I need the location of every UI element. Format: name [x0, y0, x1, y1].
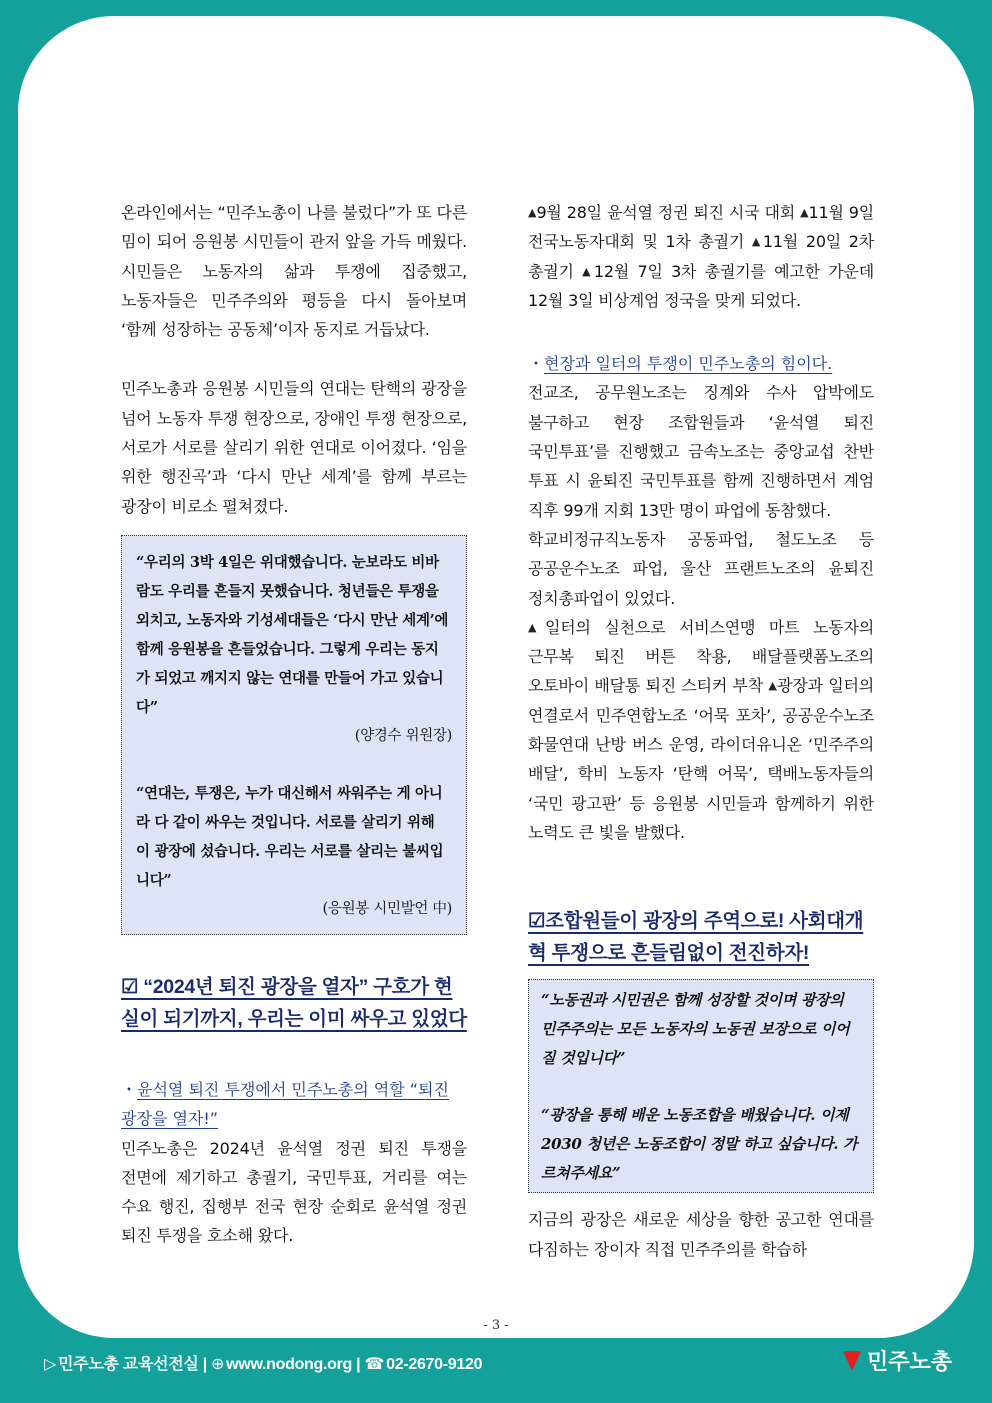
bullet-marker-right: ・: [528, 354, 545, 374]
quote-yang-source: (양경수 위원장): [354, 727, 452, 744]
triangle-icon: ▲: [582, 264, 594, 278]
right-p1-d: 12월 7일 3차 총궐기를 예고한 가운데 12월 3일 비상계엄 정국을 맞게 되었다.: [528, 261, 874, 310]
triangle-icon: ▲: [528, 620, 545, 634]
quote-citizen-source: (응원봉 시민발언 中): [322, 900, 452, 917]
logo-text: 민주노총: [866, 1349, 952, 1374]
kctu-logo: [843, 1345, 952, 1376]
left-paragraph-3: 민주노총은 2024년 윤석열 정권 퇴진 투쟁을 전면에 제기하고 총궐기, 국민투표, 거리를 여는 수요 행진, 집행부 전국 현장 순회로 윤석열 정권 퇴진 투쟁을 호소해 왔다.: [121, 1138, 467, 1246]
section-title-left: ☑ “2024년 퇴진 광장을 열자” 구호가 현실이 되기까지, 우리는 이미 싸우고 있었다: [121, 975, 467, 1030]
quote-box-1: [121, 535, 467, 935]
quote-youth: “광장을 통해 배운 노동조합을 배웠습니다. 이제 2030 청년은 노동조합이 정말 하고 싶습니다. 가르쳐주세요”: [541, 1106, 858, 1183]
right-p1-c: 11월 20일 2차 총궐기: [528, 232, 874, 281]
left-column: [121, 198, 467, 1251]
right-p4-b: 광장과 일터의 연결로서 민주연합노조 ‘어묵 포차’, 공공운수노조 화물연대 난방 버스 운영, 라이더유니온 ‘민주주의 배달’, 학비 노동자 ‘탄핵 어묵’, 택배노동자들의 ‘국민 광고판’ 등 응원봉 시민들과 함께하기 위한 노력도 큰 빛을 발했다.: [528, 676, 874, 842]
left-paragraph-1: 온라인에서는 “민주노총이 나를 불렀다”가 또 다른 밈이 되어 응원봉 시민들이 관저 앞을 가득 메웠다. 시민들은 노동자의 삶과 투쟁에 집중했고, 노동자들은 민주주의와 평등을 다시 돌아보며 ‘함께 성장하는 공동체’이자 동지로 거듭났다.: [121, 203, 467, 340]
send-icon: ▷: [44, 1356, 57, 1373]
triangle-icon: ▲: [800, 206, 809, 219]
triangle-icon: ▲: [751, 235, 763, 249]
bullet-heading-right-text: 현장과 일터의 투쟁이 민주노총의 힘이다.: [544, 354, 833, 374]
right-paragraph-3: 학교비정규직노동자 공동파업, 철도노조 등 공공운수노조 파업, 울산 프랜트노조의 윤퇴진 정치총파업이 있었다.: [528, 529, 874, 608]
right-paragraph-1: [528, 198, 874, 315]
quote-box-2: [528, 979, 874, 1193]
bullet-heading-left-text: 윤석열 퇴진 투쟁에서 민주노총의 역할 “퇴진 광장을 열자!”: [121, 1079, 449, 1129]
phone-icon: ☎: [364, 1356, 385, 1373]
right-p1-b: 11월 9일 전국노동자대회 및 1차 총궐기: [528, 203, 875, 252]
section-title-right: ☑조합원들이 광장의 주역으로! 사회대개혁 투쟁으로 흔들림없이 전진하자!: [528, 910, 864, 965]
footer-bar: [0, 1342, 992, 1382]
left-paragraph-2: 민주노총과 응원봉 시민들의 연대는 탄핵의 광장을 넘어 노동자 투쟁 현장으로, 장애인 투쟁 현장으로, 서로가 서로를 살리기 위한 연대로 이어졌다. ‘임을 위한 행진곡’과 ‘다시 만난 세계’를 함께 부르는 광장이 비로소 펼쳐졌다.: [121, 379, 467, 516]
right-column: [528, 198, 874, 1264]
footer-sep: |: [198, 1356, 212, 1373]
logo-mark-icon: [843, 1351, 861, 1371]
bullet-marker-left: ・: [121, 1079, 138, 1099]
right-paragraph-4: [528, 613, 874, 847]
globe-icon: ⊕: [211, 1356, 225, 1373]
right-p1-a: 9월 28일 윤석열 정권 퇴진 시국 대회: [536, 203, 801, 222]
page-number: - 3 -: [483, 1318, 509, 1333]
footer-contact: [44, 1351, 482, 1374]
quote-yang: “우리의 3박 4일은 위대했습니다. 눈보라도 비바람도 우리를 흔들지 못했습니다. 청년들은 투쟁을 외치고, 노동자와 기성세대들은 ‘다시 만난 세계’에 함께 응원봉을 흔들었습니다. 그렇게 우리는 동지가 되었고 깨지지 않는 연대를 만들어 가고 있습니다”: [136, 553, 449, 716]
footer-org: 민주노총 교육선전실: [58, 1356, 199, 1373]
right-paragraph-2: 전교조, 공무원노조는 징계와 수사 압박에도 불구하고 현장 조합원들과 ‘윤석열 퇴진 국민투표’를 진행했고 금속노조는 중앙교섭 찬반 투표 시 윤퇴진 국민투표를 함께 진행하면서 계엄 직후 99개 지회 13만 명이 파업에 동참했다.: [528, 383, 874, 520]
right-paragraph-5: 지금의 광장은 새로운 세상을 향한 공고한 연대를 다짐하는 장이자 직접 민주주의를 학습하: [528, 1210, 874, 1259]
footer-phone: 02-2670-9120: [386, 1356, 483, 1373]
triangle-icon: ▲: [768, 679, 778, 693]
footer-sep: |: [352, 1356, 365, 1373]
quote-citizen: “연대는, 투쟁은, 누가 대신해서 싸워주는 게 아니라 다 같이 싸우는 것입니다. 서로를 살리기 위해 이 광장에 섰습니다. 우리는 서로를 살리는 불씨입니다”: [136, 784, 444, 889]
footer-url[interactable]: www.nodong.org: [226, 1356, 353, 1373]
bullet-heading-right: [528, 349, 874, 378]
quote-labor-rights: “노동권과 시민권은 함께 성장할 것이며 광장의 민주주의는 모든 노동자의 노동권 보장으로 이어질 것입니다”: [541, 991, 850, 1068]
bullet-heading-left: [121, 1075, 467, 1134]
right-p4-a: 일터의 실천으로 서비스연맹 마트 노동자의 근무복 퇴진 버튼 착용, 배달플랫폼노조의 오토바이 배달통 퇴진 스티커 부착: [528, 617, 874, 696]
triangle-icon: ▲: [528, 206, 537, 219]
